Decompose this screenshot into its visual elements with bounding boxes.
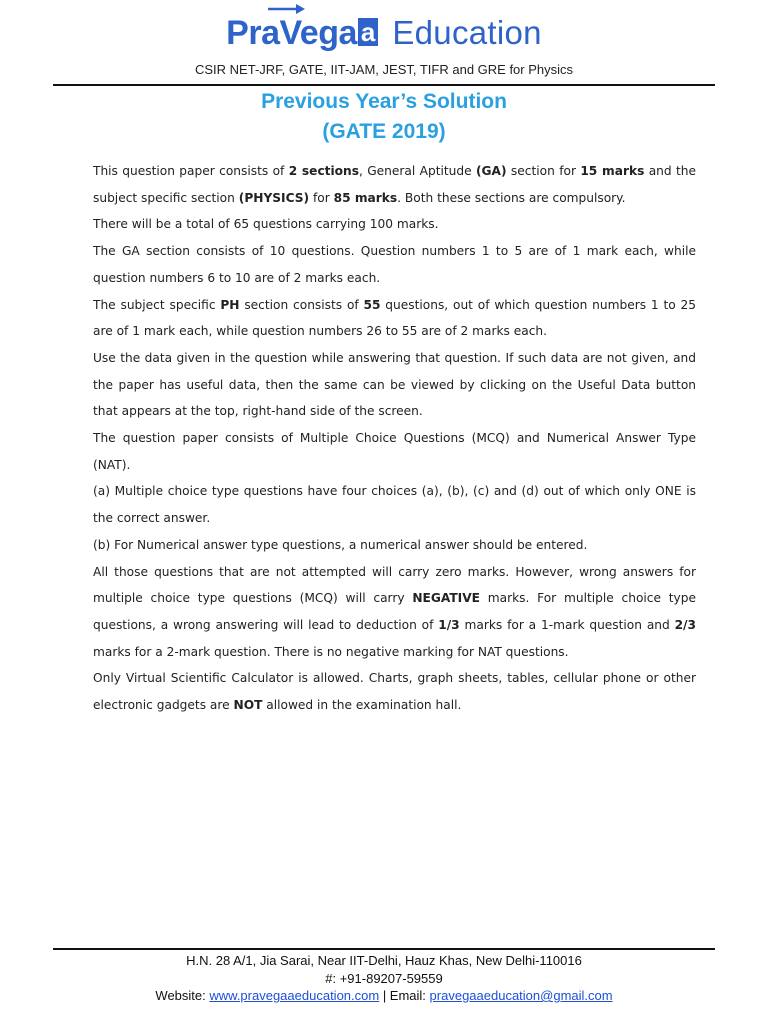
header-divider [53, 84, 715, 86]
arrow-right-icon [266, 2, 306, 16]
paragraph-nat: (b) For Numerical answer type questions, a numerical answer should be entered. [93, 537, 588, 552]
logo-box-letter: a [358, 18, 378, 46]
email-link[interactable]: pravegaaeducation@gmail.com [429, 988, 613, 1003]
footer-address: H.N. 28 A/1, Jia Sarai, Near IIT-Delhi, Hauz Khas, New Delhi-110016 [186, 953, 582, 968]
paragraph-ph-section: The subject specific PH section consists of 55 questions, out of which question numbers 1 to 25 are of 1 mark each, while question numbers 26 to 55 are of 2 marks each. [93, 297, 697, 339]
email-label: | Email: [379, 988, 430, 1003]
brand-logo [0, 14, 768, 53]
footer-contact [0, 987, 768, 1005]
paragraph-ga-section: The GA section consists of 10 questions. Question numbers 1 to 5 are of 1 mark each, while question numbers 6 to 10 are of 2 marks each. [93, 244, 696, 285]
logo-text-part1: Pra [226, 14, 280, 52]
website-label: Website: [155, 988, 210, 1003]
paragraph-question-types: The question paper consists of Multiple Choice Questions (MCQ) and Numerical Answer Type (NAT). [93, 431, 696, 472]
brand-word: Education [392, 14, 542, 51]
paragraph-sections: This question paper consists of 2 sections, General Aptitude (GA) section for 15 marks and the subject specific section (PHYSICS) for 85 marks. Both these sections are compulsory. [93, 164, 696, 205]
page-subtitle: (GATE 2019) [322, 120, 446, 143]
paragraph-negative-marking: All those questions that are not attempted will carry zero marks. However, wrong answers for multiple choice type questions (MCQ) will carry NEGATIVE marks. For multiple choice type questions, a wrong answering will lead to deduction of 1/3 marks for a 1-mark question and 2/3 marks for a 2-mark question. There is no negative marking for NAT questions. [93, 564, 696, 659]
paragraph-calculator: Only Virtual Scientific Calculator is allowed. Charts, graph sheets, tables, cellular phone or other electronic gadgets are NOT allowed in the examination hall. [93, 671, 696, 713]
footer-divider [53, 948, 715, 950]
page-footer [0, 952, 768, 1005]
footer-phone: #: +91-89207-59559 [325, 970, 443, 986]
tagline: CSIR NET-JRF, GATE, IIT-JAM, JEST, TIFR and GRE for Physics [194, 62, 574, 77]
paragraph-total: There will be a total of 65 questions carrying 100 marks. [93, 217, 439, 232]
logo-text-part2: Vega [279, 14, 357, 52]
website-link[interactable]: www.pravegaaeducation.com [209, 988, 380, 1003]
paragraph-mcq: (a) Multiple choice type questions have four choices (a), (b), (c) and (d) out of which only ONE is the correct answer. [93, 484, 696, 526]
instructions-body [93, 158, 696, 719]
paragraph-useful-data: Use the data given in the question while answering that question. If such data are not given, and the paper has useful data, then the same can be viewed by clicking on the Useful Data button that appears at the top, right-hand side of the screen. [93, 350, 696, 419]
page-title: Previous Year’s Solution [261, 90, 507, 113]
